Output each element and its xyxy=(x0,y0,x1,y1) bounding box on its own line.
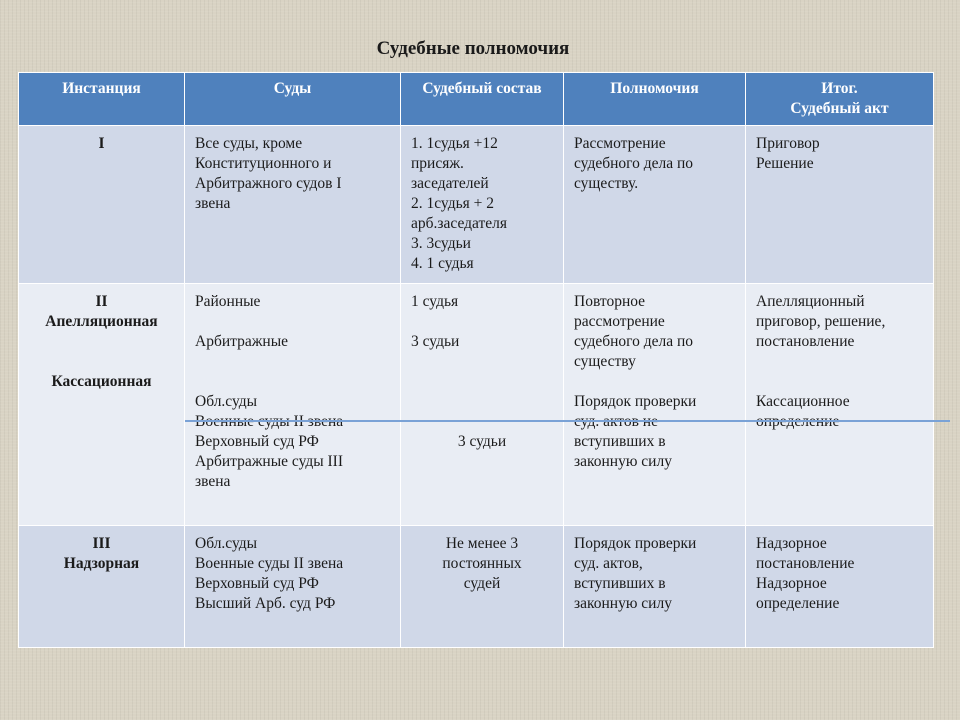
cell-result: Апелляционный приговор, решение, постановление Кассационное xyxy=(746,284,934,526)
powers-table-wrapper xyxy=(18,72,933,648)
table-row xyxy=(19,126,934,284)
header-result-label: Итог. xyxy=(821,80,858,97)
cell-instance: III Надзорная xyxy=(19,526,185,648)
cell-instance: I xyxy=(19,126,185,284)
header-row xyxy=(19,73,934,126)
header-result xyxy=(746,73,934,126)
cell-powers: Рассмотрение судебного дела по существу. xyxy=(564,126,746,284)
header-composition: Судебный состав xyxy=(401,73,564,126)
cell-courts: Обл.суды Военные суды II звена Верховный суд РФ Высший Арб. суд РФ xyxy=(185,526,401,648)
cell-courts: Все суды, кроме Конституционного и Арбитражного судов I звена xyxy=(185,126,401,284)
cell-powers: Порядок проверки суд. актов, вступивших в законную силу xyxy=(564,526,746,648)
cell-result: Надзорное постановление Надзорное определение xyxy=(746,526,934,648)
cell-composition: 1 судья 3 судьи 3 судьи xyxy=(401,284,564,526)
header-powers: Полномочия xyxy=(564,73,746,126)
table-row xyxy=(19,526,934,648)
cell-composition: Не менее 3 постоянных судей xyxy=(401,526,564,648)
powers-table xyxy=(18,72,934,648)
cell-instance: II Апелляционная Кассационная xyxy=(19,284,185,526)
table-row xyxy=(19,284,934,526)
header-courts: Суды xyxy=(185,73,401,126)
cell-courts: Районные Арбитражные Обл.суды Верховный суд РФ Арбитражные суды III звена xyxy=(185,284,401,526)
header-result-sub: Судебный акт xyxy=(790,100,889,117)
cell-result: Приговор Решение xyxy=(746,126,934,284)
divider-line xyxy=(185,420,950,422)
header-instance: Инстанция xyxy=(19,73,185,126)
cell-composition: 1. 1судья +12 присяж. заседателей 2. 1судья + 2 арб.заседателя 3. 3судьи 4. 1 судья xyxy=(401,126,564,284)
cell-powers: Повторное рассмотрение судебного дела по существу Порядок проверки вступивших в законную силу xyxy=(564,284,746,526)
page-title: Судебные полномочия xyxy=(376,38,570,59)
